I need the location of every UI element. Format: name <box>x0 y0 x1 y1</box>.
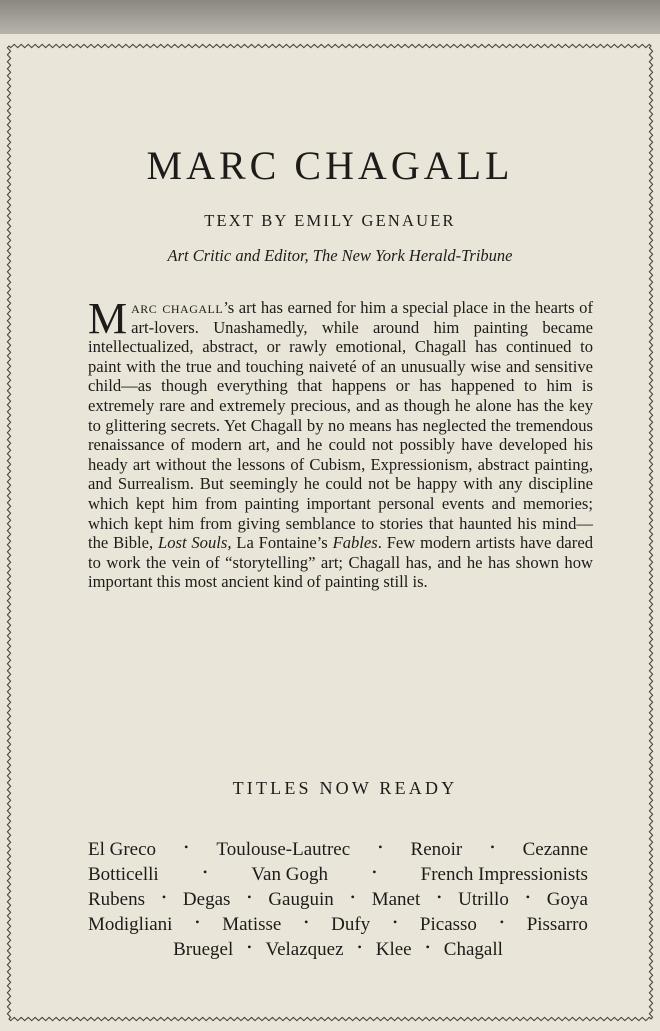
paragraph-text-1: ’s art has earned for him a special place in the hearts of art-lovers. Unashamedly, while around him painting became intellectualized, abstract, or rawly emotional, Chagall has continued to paint with the true and touching naiveté of an unusually wise and sensitive child—as though everything that happens or has happened to him is extremely rare and extremely precious, and as though he alone has the key to glittering secrets. Yet Chagall by no means has neglected the tremendous renaissance of modern art, and he could not possibly have developed his heady art without the lessons of Cubism, Expressionism, abstract painting, and Surrealism. But seemingly he could not be happy with any discipline which kept him from painting important personal events and memories; which kept him from giving semblance to stories that haunted his mind—the Bible, <box>88 298 593 553</box>
bullet-separator: • <box>525 890 530 904</box>
titles-heading: TITLES NOW READY <box>232 778 458 798</box>
titles-line <box>88 837 588 862</box>
bullet-separator: • <box>247 940 252 954</box>
bullet-separator: • <box>247 890 252 904</box>
title-item: Klee <box>375 939 412 960</box>
title-item: Manet <box>371 889 421 910</box>
book-back-cover <box>0 34 660 1031</box>
title-item: French Impressionists <box>420 864 588 885</box>
title-item: Utrillo <box>458 889 509 910</box>
author-byline: TEXT BY EMILY GENAUER <box>204 211 456 230</box>
title-item: Degas <box>182 889 231 910</box>
top-shadow <box>0 0 660 36</box>
bullet-separator: • <box>392 915 398 929</box>
title-item: Matisse <box>222 914 282 935</box>
bullet-separator: • <box>357 940 362 954</box>
title-item: Toulouse-Lautrec <box>216 839 351 860</box>
title-item: Bruegel <box>173 939 234 960</box>
bullet-separator: • <box>499 915 504 929</box>
author-role: Art Critic and Editor, The New York Herald-Tribune <box>167 246 513 265</box>
bullet-separator: • <box>161 890 167 904</box>
cover-content <box>0 34 660 1031</box>
paragraph-text-2: La Fontaine’s <box>231 533 333 553</box>
bullet-separator: • <box>195 915 200 929</box>
titles-line <box>88 887 588 912</box>
title-item: Velazquez <box>265 939 344 960</box>
title-item: Van Gogh <box>251 864 328 885</box>
book-title: MARC CHAGALL <box>146 143 514 188</box>
title-item: El Greco <box>88 839 157 860</box>
title-item: Rubens <box>88 889 145 910</box>
bullet-separator: • <box>437 890 442 904</box>
bullet-separator: • <box>202 865 208 879</box>
titles-line <box>88 862 588 887</box>
drop-cap: M <box>88 294 128 343</box>
title-item: Goya <box>546 889 588 910</box>
description-paragraph <box>88 294 593 592</box>
lead-smallcaps: arc chagall <box>131 298 224 317</box>
title-item: Modigliani <box>88 914 173 935</box>
bullet-separator: • <box>350 890 355 904</box>
title-item: Renoir <box>410 839 463 860</box>
title-item: Pissarro <box>526 914 588 935</box>
paragraph-italic-2: Fables <box>332 533 378 553</box>
titles-line <box>88 912 588 937</box>
title-item: Chagall <box>443 939 503 960</box>
title-item: Botticelli <box>88 864 159 885</box>
bullet-separator: • <box>304 915 309 929</box>
title-item: Cezanne <box>522 839 588 860</box>
titles-line <box>88 937 588 962</box>
bullet-separator: • <box>490 840 495 854</box>
title-item: Gauguin <box>268 889 334 910</box>
title-item: Dufy <box>331 914 371 935</box>
paragraph-italic-1: Lost Souls, <box>157 533 232 553</box>
paragraph-text-3: . Few modern artists have dared to work the vein of “storytelling” art; Chagall has, and he has shown how important this most ancient kind of painting still is. <box>88 533 593 592</box>
bullet-separator: • <box>372 865 377 879</box>
title-item: Picasso <box>419 914 477 935</box>
titles-list <box>88 837 588 962</box>
bullet-separator: • <box>378 840 383 854</box>
bullet-separator: • <box>184 840 189 854</box>
bullet-separator: • <box>425 940 430 954</box>
